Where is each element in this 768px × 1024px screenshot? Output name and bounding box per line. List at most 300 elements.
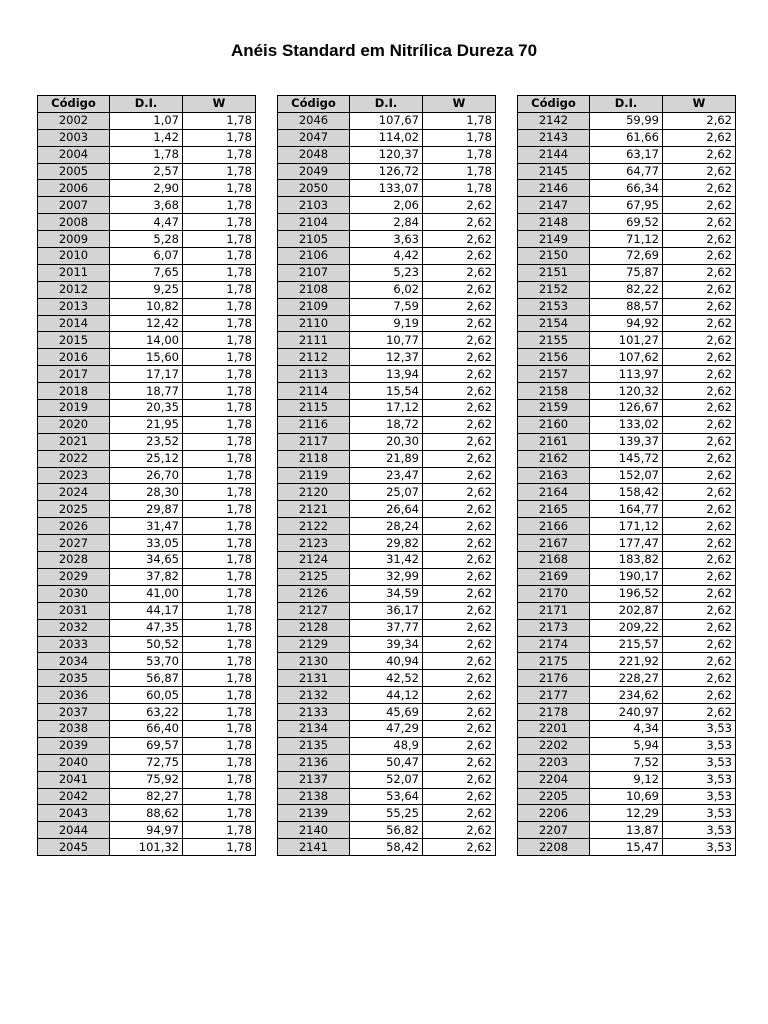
di-cell: 28,30 bbox=[110, 484, 183, 501]
codigo-cell: 2142 bbox=[518, 112, 590, 129]
table-row bbox=[38, 264, 256, 281]
w-cell: 2,62 bbox=[423, 366, 496, 383]
w-cell: 1,78 bbox=[183, 653, 256, 670]
w-cell: 2,62 bbox=[423, 315, 496, 332]
w-cell: 1,78 bbox=[183, 248, 256, 265]
codigo-cell: 2164 bbox=[518, 484, 590, 501]
table-row bbox=[278, 129, 496, 146]
di-cell: 9,12 bbox=[590, 771, 663, 788]
di-cell: 7,59 bbox=[350, 298, 423, 315]
table-row bbox=[38, 298, 256, 315]
codigo-cell: 2005 bbox=[38, 163, 110, 180]
di-cell: 5,28 bbox=[110, 231, 183, 248]
table-row bbox=[278, 383, 496, 400]
di-cell: 61,66 bbox=[590, 129, 663, 146]
codigo-cell: 2039 bbox=[38, 737, 110, 754]
rings-table-2 bbox=[277, 95, 496, 856]
table-row bbox=[518, 231, 736, 248]
w-cell: 2,62 bbox=[423, 535, 496, 552]
w-cell: 1,78 bbox=[423, 146, 496, 163]
codigo-cell: 2160 bbox=[518, 416, 590, 433]
codigo-cell: 2132 bbox=[278, 687, 350, 704]
w-cell: 2,62 bbox=[423, 619, 496, 636]
codigo-cell: 2108 bbox=[278, 281, 350, 298]
w-cell: 2,62 bbox=[663, 349, 736, 366]
di-cell: 5,23 bbox=[350, 264, 423, 281]
table-row bbox=[278, 281, 496, 298]
table-row bbox=[38, 467, 256, 484]
di-cell: 53,70 bbox=[110, 653, 183, 670]
w-cell: 2,62 bbox=[423, 568, 496, 585]
codigo-cell: 2174 bbox=[518, 636, 590, 653]
table-row bbox=[38, 332, 256, 349]
di-cell: 215,57 bbox=[590, 636, 663, 653]
codigo-cell: 2154 bbox=[518, 315, 590, 332]
table-row bbox=[278, 771, 496, 788]
table-row bbox=[518, 416, 736, 433]
di-cell: 26,70 bbox=[110, 467, 183, 484]
table-row bbox=[278, 518, 496, 535]
codigo-cell: 2158 bbox=[518, 383, 590, 400]
table-row bbox=[518, 737, 736, 754]
codigo-cell: 2037 bbox=[38, 704, 110, 721]
codigo-cell: 2026 bbox=[38, 518, 110, 535]
header-w: W bbox=[423, 96, 496, 113]
table-row bbox=[38, 670, 256, 687]
di-cell: 75,92 bbox=[110, 771, 183, 788]
di-cell: 221,92 bbox=[590, 653, 663, 670]
codigo-cell: 2131 bbox=[278, 670, 350, 687]
w-cell: 2,62 bbox=[423, 298, 496, 315]
codigo-cell: 2034 bbox=[38, 653, 110, 670]
di-cell: 48,9 bbox=[350, 737, 423, 754]
table-row bbox=[518, 248, 736, 265]
w-cell: 1,78 bbox=[183, 704, 256, 721]
w-cell: 1,78 bbox=[183, 383, 256, 400]
di-cell: 177,47 bbox=[590, 535, 663, 552]
codigo-cell: 2152 bbox=[518, 281, 590, 298]
di-cell: 120,37 bbox=[350, 146, 423, 163]
w-cell: 2,62 bbox=[663, 670, 736, 687]
table-row bbox=[278, 619, 496, 636]
di-cell: 7,52 bbox=[590, 754, 663, 771]
table-row bbox=[278, 416, 496, 433]
w-cell: 1,78 bbox=[183, 788, 256, 805]
codigo-cell: 2003 bbox=[38, 129, 110, 146]
codigo-cell: 2134 bbox=[278, 720, 350, 737]
w-cell: 2,62 bbox=[423, 467, 496, 484]
di-cell: 2,90 bbox=[110, 180, 183, 197]
header-di: D.I. bbox=[110, 96, 183, 113]
w-cell: 2,62 bbox=[663, 112, 736, 129]
w-cell: 1,78 bbox=[183, 264, 256, 281]
di-cell: 18,72 bbox=[350, 416, 423, 433]
di-cell: 37,82 bbox=[110, 568, 183, 585]
di-cell: 69,57 bbox=[110, 737, 183, 754]
codigo-cell: 2030 bbox=[38, 585, 110, 602]
codigo-cell: 2042 bbox=[38, 788, 110, 805]
w-cell: 1,78 bbox=[183, 754, 256, 771]
table-row bbox=[38, 450, 256, 467]
table-row bbox=[38, 248, 256, 265]
w-cell: 2,62 bbox=[423, 214, 496, 231]
w-cell: 1,78 bbox=[183, 433, 256, 450]
di-cell: 2,06 bbox=[350, 197, 423, 214]
di-cell: 39,34 bbox=[350, 636, 423, 653]
di-cell: 31,42 bbox=[350, 552, 423, 569]
w-cell: 2,62 bbox=[423, 822, 496, 839]
di-cell: 50,47 bbox=[350, 754, 423, 771]
codigo-cell: 2150 bbox=[518, 248, 590, 265]
di-cell: 12,42 bbox=[110, 315, 183, 332]
table-row bbox=[518, 264, 736, 281]
codigo-cell: 2143 bbox=[518, 129, 590, 146]
di-cell: 9,25 bbox=[110, 281, 183, 298]
table-row bbox=[38, 518, 256, 535]
w-cell: 1,78 bbox=[183, 619, 256, 636]
di-cell: 50,52 bbox=[110, 636, 183, 653]
codigo-cell: 2165 bbox=[518, 501, 590, 518]
w-cell: 2,62 bbox=[663, 180, 736, 197]
header-codigo: Código bbox=[38, 96, 110, 113]
di-cell: 69,52 bbox=[590, 214, 663, 231]
header-di: D.I. bbox=[350, 96, 423, 113]
codigo-cell: 2137 bbox=[278, 771, 350, 788]
di-cell: 10,82 bbox=[110, 298, 183, 315]
codigo-cell: 2110 bbox=[278, 315, 350, 332]
table-row bbox=[278, 822, 496, 839]
table-row bbox=[518, 585, 736, 602]
di-cell: 32,99 bbox=[350, 568, 423, 585]
codigo-cell: 2041 bbox=[38, 771, 110, 788]
codigo-cell: 2130 bbox=[278, 653, 350, 670]
di-cell: 6,07 bbox=[110, 248, 183, 265]
table-row bbox=[278, 400, 496, 417]
table-row bbox=[278, 805, 496, 822]
table-row bbox=[278, 163, 496, 180]
w-cell: 1,78 bbox=[183, 332, 256, 349]
header-row bbox=[518, 96, 736, 113]
w-cell: 1,78 bbox=[183, 585, 256, 602]
codigo-cell: 2015 bbox=[38, 332, 110, 349]
w-cell: 1,78 bbox=[423, 129, 496, 146]
table-row bbox=[518, 653, 736, 670]
codigo-cell: 2125 bbox=[278, 568, 350, 585]
w-cell: 1,78 bbox=[183, 450, 256, 467]
di-cell: 240,97 bbox=[590, 704, 663, 721]
di-cell: 7,65 bbox=[110, 264, 183, 281]
table-row bbox=[518, 619, 736, 636]
di-cell: 47,29 bbox=[350, 720, 423, 737]
w-cell: 1,78 bbox=[183, 281, 256, 298]
w-cell: 2,62 bbox=[423, 518, 496, 535]
codigo-cell: 2202 bbox=[518, 737, 590, 754]
di-cell: 94,92 bbox=[590, 315, 663, 332]
w-cell: 3,53 bbox=[663, 754, 736, 771]
w-cell: 1,78 bbox=[183, 687, 256, 704]
di-cell: 82,22 bbox=[590, 281, 663, 298]
codigo-cell: 2201 bbox=[518, 720, 590, 737]
table-row bbox=[518, 602, 736, 619]
w-cell: 2,62 bbox=[663, 585, 736, 602]
w-cell: 2,62 bbox=[663, 653, 736, 670]
w-cell: 2,62 bbox=[663, 315, 736, 332]
table-row bbox=[518, 214, 736, 231]
w-cell: 2,62 bbox=[423, 248, 496, 265]
w-cell: 1,78 bbox=[183, 416, 256, 433]
di-cell: 64,77 bbox=[590, 163, 663, 180]
table-row bbox=[518, 720, 736, 737]
w-cell: 1,78 bbox=[183, 112, 256, 129]
w-cell: 1,78 bbox=[183, 349, 256, 366]
codigo-cell: 2124 bbox=[278, 552, 350, 569]
di-cell: 25,07 bbox=[350, 484, 423, 501]
di-cell: 66,40 bbox=[110, 720, 183, 737]
codigo-cell: 2127 bbox=[278, 602, 350, 619]
di-cell: 71,12 bbox=[590, 231, 663, 248]
table-row bbox=[38, 197, 256, 214]
di-cell: 20,30 bbox=[350, 433, 423, 450]
table-row bbox=[38, 822, 256, 839]
table-row bbox=[518, 771, 736, 788]
table-row bbox=[278, 687, 496, 704]
di-cell: 28,24 bbox=[350, 518, 423, 535]
table-row bbox=[278, 754, 496, 771]
di-cell: 13,94 bbox=[350, 366, 423, 383]
codigo-cell: 2203 bbox=[518, 754, 590, 771]
w-cell: 2,62 bbox=[423, 552, 496, 569]
w-cell: 2,62 bbox=[663, 281, 736, 298]
di-cell: 14,00 bbox=[110, 332, 183, 349]
w-cell: 1,78 bbox=[183, 298, 256, 315]
codigo-cell: 2135 bbox=[278, 737, 350, 754]
table-row bbox=[38, 112, 256, 129]
table-row bbox=[38, 720, 256, 737]
codigo-cell: 2166 bbox=[518, 518, 590, 535]
table-row bbox=[38, 231, 256, 248]
di-cell: 120,32 bbox=[590, 383, 663, 400]
codigo-cell: 2153 bbox=[518, 298, 590, 315]
table-row bbox=[38, 180, 256, 197]
codigo-cell: 2175 bbox=[518, 653, 590, 670]
di-cell: 21,89 bbox=[350, 450, 423, 467]
codigo-cell: 2170 bbox=[518, 585, 590, 602]
table-row bbox=[278, 568, 496, 585]
table-row bbox=[278, 484, 496, 501]
w-cell: 2,62 bbox=[423, 653, 496, 670]
di-cell: 33,05 bbox=[110, 535, 183, 552]
di-cell: 145,72 bbox=[590, 450, 663, 467]
header-row bbox=[278, 96, 496, 113]
codigo-cell: 2149 bbox=[518, 231, 590, 248]
codigo-cell: 2140 bbox=[278, 822, 350, 839]
header-di: D.I. bbox=[590, 96, 663, 113]
w-cell: 1,78 bbox=[183, 552, 256, 569]
rings-table-3 bbox=[517, 95, 736, 856]
table-row bbox=[38, 568, 256, 585]
codigo-cell: 2155 bbox=[518, 332, 590, 349]
di-cell: 1,78 bbox=[110, 146, 183, 163]
w-cell: 1,78 bbox=[183, 771, 256, 788]
di-cell: 26,64 bbox=[350, 501, 423, 518]
table-row bbox=[518, 349, 736, 366]
w-cell: 1,78 bbox=[183, 737, 256, 754]
table-row bbox=[38, 788, 256, 805]
table-row bbox=[278, 501, 496, 518]
w-cell: 2,62 bbox=[423, 484, 496, 501]
w-cell: 3,53 bbox=[663, 720, 736, 737]
di-cell: 196,52 bbox=[590, 585, 663, 602]
di-cell: 75,87 bbox=[590, 264, 663, 281]
w-cell: 2,62 bbox=[423, 737, 496, 754]
w-cell: 1,78 bbox=[183, 467, 256, 484]
di-cell: 34,65 bbox=[110, 552, 183, 569]
w-cell: 2,62 bbox=[423, 501, 496, 518]
w-cell: 1,78 bbox=[183, 720, 256, 737]
di-cell: 9,19 bbox=[350, 315, 423, 332]
w-cell: 2,62 bbox=[423, 788, 496, 805]
codigo-cell: 2032 bbox=[38, 619, 110, 636]
di-cell: 190,17 bbox=[590, 568, 663, 585]
di-cell: 41,00 bbox=[110, 585, 183, 602]
table-row bbox=[518, 552, 736, 569]
table-row bbox=[38, 433, 256, 450]
w-cell: 2,62 bbox=[423, 670, 496, 687]
w-cell: 2,62 bbox=[423, 720, 496, 737]
w-cell: 2,62 bbox=[663, 197, 736, 214]
w-cell: 1,78 bbox=[183, 315, 256, 332]
w-cell: 2,62 bbox=[663, 248, 736, 265]
table-row bbox=[518, 298, 736, 315]
di-cell: 36,17 bbox=[350, 602, 423, 619]
di-cell: 10,77 bbox=[350, 332, 423, 349]
di-cell: 21,95 bbox=[110, 416, 183, 433]
di-cell: 2,84 bbox=[350, 214, 423, 231]
w-cell: 1,78 bbox=[183, 822, 256, 839]
page-title: Anéis Standard em Nitrílica Dureza 70 bbox=[230, 41, 538, 60]
codigo-cell: 2107 bbox=[278, 264, 350, 281]
w-cell: 1,78 bbox=[183, 400, 256, 417]
codigo-cell: 2169 bbox=[518, 568, 590, 585]
di-cell: 3,68 bbox=[110, 197, 183, 214]
codigo-cell: 2104 bbox=[278, 214, 350, 231]
rings-table-1 bbox=[37, 95, 256, 856]
di-cell: 152,07 bbox=[590, 467, 663, 484]
di-cell: 1,42 bbox=[110, 129, 183, 146]
di-cell: 15,47 bbox=[590, 839, 663, 856]
w-cell: 1,78 bbox=[183, 180, 256, 197]
table-row bbox=[278, 653, 496, 670]
di-cell: 23,52 bbox=[110, 433, 183, 450]
table-row bbox=[38, 501, 256, 518]
di-cell: 171,12 bbox=[590, 518, 663, 535]
di-cell: 4,47 bbox=[110, 214, 183, 231]
w-cell: 2,62 bbox=[663, 163, 736, 180]
table-row bbox=[278, 231, 496, 248]
w-cell: 1,78 bbox=[183, 366, 256, 383]
codigo-cell: 2105 bbox=[278, 231, 350, 248]
table-row bbox=[518, 450, 736, 467]
w-cell: 2,62 bbox=[663, 619, 736, 636]
header-w: W bbox=[663, 96, 736, 113]
di-cell: 44,12 bbox=[350, 687, 423, 704]
w-cell: 2,62 bbox=[663, 416, 736, 433]
w-cell: 1,78 bbox=[183, 518, 256, 535]
di-cell: 101,32 bbox=[110, 839, 183, 856]
codigo-cell: 2019 bbox=[38, 400, 110, 417]
w-cell: 2,62 bbox=[423, 231, 496, 248]
w-cell: 1,78 bbox=[423, 180, 496, 197]
codigo-cell: 2176 bbox=[518, 670, 590, 687]
di-cell: 63,22 bbox=[110, 704, 183, 721]
table-row bbox=[518, 754, 736, 771]
table-row bbox=[518, 400, 736, 417]
codigo-cell: 2038 bbox=[38, 720, 110, 737]
di-cell: 40,94 bbox=[350, 653, 423, 670]
table-row bbox=[518, 281, 736, 298]
di-cell: 88,57 bbox=[590, 298, 663, 315]
table-row bbox=[38, 484, 256, 501]
w-cell: 2,62 bbox=[423, 450, 496, 467]
di-cell: 52,07 bbox=[350, 771, 423, 788]
di-cell: 20,35 bbox=[110, 400, 183, 417]
w-cell: 1,78 bbox=[183, 636, 256, 653]
di-cell: 44,17 bbox=[110, 602, 183, 619]
table-row bbox=[518, 805, 736, 822]
di-cell: 18,77 bbox=[110, 383, 183, 400]
codigo-cell: 2021 bbox=[38, 433, 110, 450]
table-row bbox=[518, 315, 736, 332]
codigo-cell: 2028 bbox=[38, 552, 110, 569]
w-cell: 2,62 bbox=[663, 484, 736, 501]
codigo-cell: 2112 bbox=[278, 349, 350, 366]
table-row bbox=[518, 636, 736, 653]
codigo-cell: 2040 bbox=[38, 754, 110, 771]
table-row bbox=[278, 585, 496, 602]
table-row bbox=[278, 197, 496, 214]
w-cell: 2,62 bbox=[663, 535, 736, 552]
di-cell: 4,42 bbox=[350, 248, 423, 265]
di-cell: 45,69 bbox=[350, 704, 423, 721]
codigo-cell: 2178 bbox=[518, 704, 590, 721]
w-cell: 2,62 bbox=[423, 754, 496, 771]
w-cell: 2,62 bbox=[663, 704, 736, 721]
table-row bbox=[278, 214, 496, 231]
codigo-cell: 2029 bbox=[38, 568, 110, 585]
codigo-cell: 2128 bbox=[278, 619, 350, 636]
table-row bbox=[278, 450, 496, 467]
table-row bbox=[38, 602, 256, 619]
w-cell: 1,78 bbox=[183, 129, 256, 146]
codigo-cell: 2116 bbox=[278, 416, 350, 433]
di-cell: 29,82 bbox=[350, 535, 423, 552]
di-cell: 113,97 bbox=[590, 366, 663, 383]
w-cell: 2,62 bbox=[663, 518, 736, 535]
table-row bbox=[278, 366, 496, 383]
codigo-cell: 2121 bbox=[278, 501, 350, 518]
codigo-cell: 2171 bbox=[518, 602, 590, 619]
table-row bbox=[518, 383, 736, 400]
w-cell: 2,62 bbox=[663, 467, 736, 484]
w-cell: 1,78 bbox=[183, 568, 256, 585]
w-cell: 2,62 bbox=[423, 349, 496, 366]
codigo-cell: 2047 bbox=[278, 129, 350, 146]
table-row bbox=[278, 788, 496, 805]
codigo-cell: 2050 bbox=[278, 180, 350, 197]
w-cell: 2,62 bbox=[663, 433, 736, 450]
di-cell: 12,37 bbox=[350, 349, 423, 366]
table-row bbox=[38, 214, 256, 231]
